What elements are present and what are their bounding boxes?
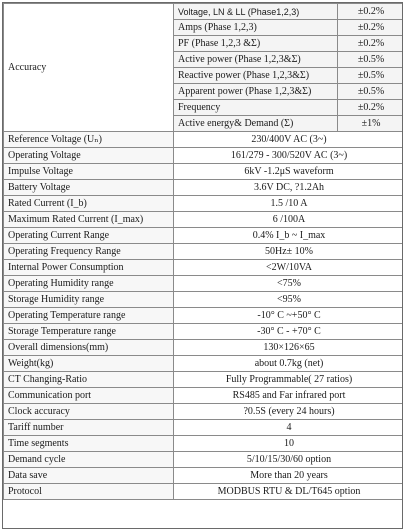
spec-label: Time segments [4, 436, 174, 452]
spec-value: about 0.7kg (net) [174, 356, 404, 372]
accuracy-value: ±0.2% [338, 36, 404, 52]
spec-value: 1.5 /10 A [174, 196, 404, 212]
accuracy-section [4, 4, 404, 132]
spec-label: Operating Humidity range [4, 276, 174, 292]
spec-row [4, 452, 404, 468]
spec-value: ?0.5S (every 24 hours) [174, 404, 404, 420]
spec-row [4, 420, 404, 436]
spec-value: 3.6V DC, ?1.2Ah [174, 180, 404, 196]
spec-value: RS485 and Far infrared port [174, 388, 404, 404]
spec-value: -30° C - +70° C [174, 324, 404, 340]
spec-label: Internal Power Consumption [4, 260, 174, 276]
accuracy-measure: Reactive power (Phase 1,2,3&Σ) [174, 68, 338, 84]
accuracy-row [4, 4, 404, 20]
spec-value: -10° C ~+50° C [174, 308, 404, 324]
spec-label: Reference Voltage (Uₙ) [4, 132, 174, 148]
spec-value: 130×126×65 [174, 340, 404, 356]
accuracy-value: ±0.5% [338, 84, 404, 100]
spec-label: Communication port [4, 388, 174, 404]
spec-value: 4 [174, 420, 404, 436]
spec-label: Data save [4, 468, 174, 484]
spec-row [4, 180, 404, 196]
spec-value: Fully Programmable( 27 ratios) [174, 372, 404, 388]
spec-row [4, 356, 404, 372]
spec-row [4, 228, 404, 244]
spec-row [4, 196, 404, 212]
spec-label: Storage Temperature range [4, 324, 174, 340]
spec-value: 50Hz± 10% [174, 244, 404, 260]
spec-label: Rated Current (I_b) [4, 196, 174, 212]
accuracy-value: ±0.2% [338, 100, 404, 116]
spec-value: <2W/10VA [174, 260, 404, 276]
spec-value: <75% [174, 276, 404, 292]
spec-table [3, 3, 403, 500]
spec-table-frame [2, 2, 403, 529]
spec-value: 6kV -1.2μS waveform [174, 164, 404, 180]
spec-value: MODBUS RTU & DL/T645 option [174, 484, 404, 500]
accuracy-measure: Active power (Phase 1,2,3&Σ) [174, 52, 338, 68]
spec-row [4, 148, 404, 164]
spec-section [4, 132, 404, 500]
spec-value: More than 20 years [174, 468, 404, 484]
spec-row [4, 212, 404, 228]
accuracy-value: ±1% [338, 116, 404, 132]
spec-label: Demand cycle [4, 452, 174, 468]
spec-label: Operating Current Range [4, 228, 174, 244]
spec-row [4, 244, 404, 260]
spec-row [4, 276, 404, 292]
spec-row [4, 164, 404, 180]
spec-value: 10 [174, 436, 404, 452]
accuracy-measure: Apparent power (Phase 1,2,3&Σ) [174, 84, 338, 100]
spec-row [4, 132, 404, 148]
spec-label: Weight(kg) [4, 356, 174, 372]
spec-value: <95% [174, 292, 404, 308]
spec-label: Clock accuracy [4, 404, 174, 420]
spec-label: Impulse Voltage [4, 164, 174, 180]
accuracy-measure: PF (Phase 1,2,3 &Σ) [174, 36, 338, 52]
accuracy-value: ±0.2% [338, 4, 404, 20]
accuracy-measure: Amps (Phase 1,2,3) [174, 20, 338, 36]
spec-label: Operating Frequency Range [4, 244, 174, 260]
spec-row [4, 436, 404, 452]
spec-label: Maximum Rated Current (I_max) [4, 212, 174, 228]
spec-row [4, 260, 404, 276]
spec-row [4, 468, 404, 484]
spec-label: Operating Voltage [4, 148, 174, 164]
spec-label: Tariff number [4, 420, 174, 436]
spec-label: Battery Voltage [4, 180, 174, 196]
accuracy-measure: Frequency [174, 100, 338, 116]
spec-row [4, 340, 404, 356]
spec-row [4, 292, 404, 308]
accuracy-value: ±0.5% [338, 68, 404, 84]
spec-row [4, 388, 404, 404]
spec-value: 5/10/15/30/60 option [174, 452, 404, 468]
spec-row [4, 404, 404, 420]
accuracy-label: Accuracy [4, 4, 174, 132]
spec-label: Storage Humidity range [4, 292, 174, 308]
accuracy-value: ±0.5% [338, 52, 404, 68]
accuracy-measure: Voltage, LN & LL (Phase1,2,3) [174, 4, 338, 20]
accuracy-measure: Active energy& Demand (Σ) [174, 116, 338, 132]
spec-row [4, 324, 404, 340]
accuracy-value: ±0.2% [338, 20, 404, 36]
spec-label: Operating Temperature range [4, 308, 174, 324]
spec-value: 161/279 - 300/520V AC (3~) [174, 148, 404, 164]
spec-label: Protocol [4, 484, 174, 500]
spec-row [4, 484, 404, 500]
spec-label: Overall dimensions(mm) [4, 340, 174, 356]
spec-row [4, 308, 404, 324]
spec-value: 230/400V AC (3~) [174, 132, 404, 148]
spec-row [4, 372, 404, 388]
spec-value: 6 /100A [174, 212, 404, 228]
spec-value: 0.4% I_b ~ I_max [174, 228, 404, 244]
spec-label: CT Changing-Ratio [4, 372, 174, 388]
